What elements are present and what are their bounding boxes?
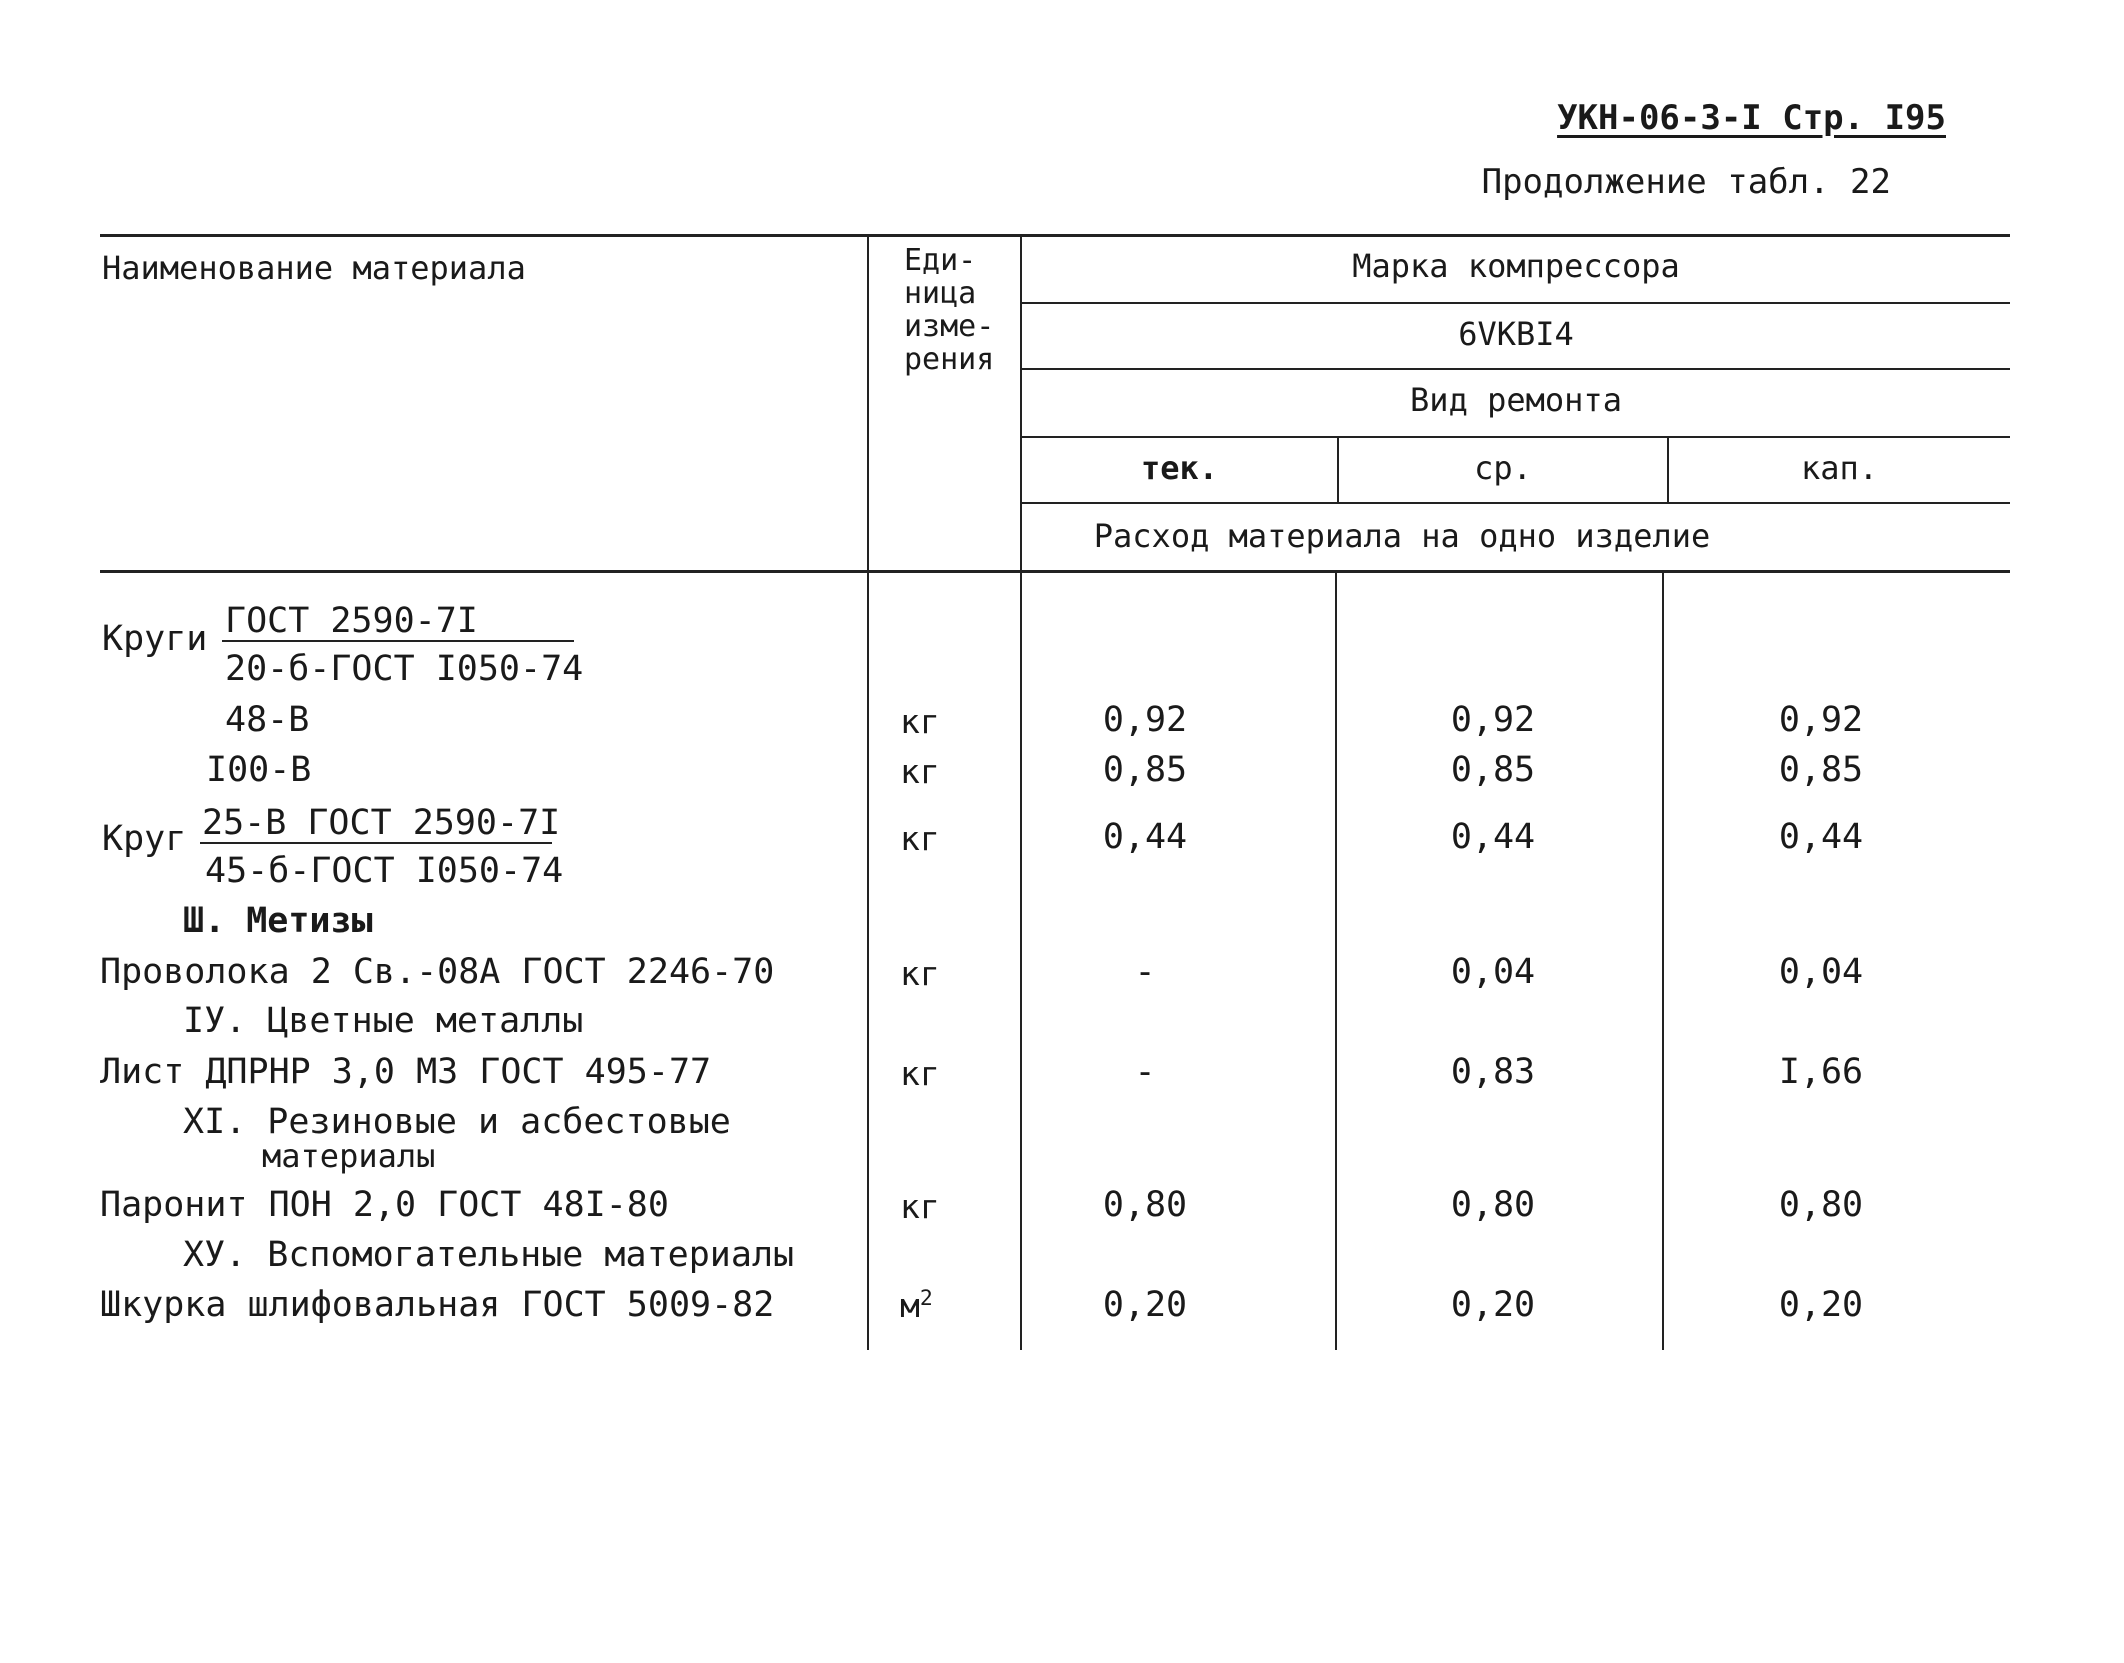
- section-heading: Ш. Метизы: [183, 901, 373, 941]
- value-kap: 0,92: [1778, 700, 1864, 740]
- unit-header-line: изме-: [904, 309, 995, 344]
- section-heading: XI. Резиновые и асбестовые: [183, 1102, 731, 1142]
- row-unit: кг: [900, 954, 940, 993]
- unit-header-line: Еди-: [904, 243, 977, 278]
- value-kap: 0,80: [1778, 1185, 1864, 1225]
- row-name: Круги: [102, 619, 208, 659]
- repair-type-kap: кап.: [1800, 449, 1879, 487]
- unit-base: м: [900, 1286, 920, 1325]
- brand-rule: [1022, 302, 2010, 304]
- section-heading: IУ. Цветные металлы: [183, 1001, 584, 1041]
- value-sr: 0,92: [1450, 700, 1536, 740]
- row-unit: кг: [900, 819, 940, 858]
- fraction-numerator: ГОСТ 2590-7I: [225, 601, 478, 641]
- brand-value-rule: [1022, 368, 2010, 370]
- column-header-material-name: Наименование материала: [102, 249, 526, 287]
- value-sr: 0,04: [1450, 952, 1536, 992]
- unit-header-line: рения: [904, 342, 995, 377]
- value-tek: -: [1134, 1052, 1156, 1092]
- value-sr: 0,83: [1450, 1052, 1536, 1092]
- value-kap: 0,20: [1778, 1285, 1864, 1325]
- name-unit-divider: [867, 234, 869, 1350]
- header-bottom-rule: [100, 570, 2010, 573]
- document-code: УКН-06-3-I Стр. I95: [1557, 98, 1946, 138]
- value-sr: 0,85: [1450, 750, 1536, 790]
- value-tek: 0,85: [1102, 750, 1188, 790]
- row-unit: кг: [900, 702, 940, 741]
- row-name: Круг: [102, 819, 187, 859]
- value-tek: 0,80: [1102, 1185, 1188, 1225]
- value-kap: 0,44: [1778, 817, 1864, 857]
- fraction-numerator: 25-В ГОСТ 2590-7I: [202, 803, 561, 843]
- unit-header-line: ница: [904, 276, 977, 311]
- tek-sr-body-divider: [1335, 570, 1337, 1350]
- value-sr: 0,44: [1450, 817, 1536, 857]
- row-name: Паронит ПОН 2,0 ГОСТ 48I-80: [100, 1185, 669, 1225]
- row-unit: кг: [900, 752, 940, 791]
- repair-type-label: Вид ремонта: [1410, 381, 1622, 419]
- column-header-unit: [904, 244, 1014, 376]
- section-heading: ХУ. Вспомогательные материалы: [183, 1235, 795, 1275]
- row-unit: кг: [900, 1054, 940, 1093]
- row-name: I00-В: [206, 750, 312, 790]
- row-unit: кг: [900, 1187, 940, 1226]
- value-sr: 0,20: [1450, 1285, 1536, 1325]
- compressor-brand: 6VKBI4: [1458, 315, 1574, 353]
- row-name: Лист ДПРНР 3,0 М3 ГОСТ 495-77: [100, 1052, 712, 1092]
- row-unit: [900, 1286, 933, 1325]
- repair-type-rule: [1022, 436, 2010, 438]
- value-tek: 0,92: [1102, 700, 1188, 740]
- consumption-label: Расход материала на одно изделие: [1093, 517, 1711, 555]
- fraction-line: [222, 640, 574, 642]
- unit-exponent: 2: [919, 1286, 933, 1311]
- sr-kap-body-divider: [1662, 570, 1664, 1350]
- row-name: Проволока 2 Св.-08А ГОСТ 2246-70: [100, 952, 775, 992]
- repair-kinds-rule: [1022, 502, 2010, 504]
- value-tek: 0,44: [1102, 817, 1188, 857]
- value-sr: 0,80: [1450, 1185, 1536, 1225]
- row-name: 48-В: [225, 700, 310, 740]
- table-top-rule: [100, 234, 2010, 237]
- fraction-denominator: 20-б-ГОСТ I050-74: [225, 649, 584, 689]
- value-kap: 0,85: [1778, 750, 1864, 790]
- value-kap: I,66: [1778, 1052, 1864, 1092]
- compressor-brand-label: Марка компрессора: [1352, 247, 1680, 285]
- section-heading-continued: материалы: [262, 1137, 436, 1175]
- value-tek: -: [1134, 952, 1156, 992]
- table-continuation-caption: Продолжение табл. 22: [1481, 162, 1891, 202]
- value-kap: 0,04: [1778, 952, 1864, 992]
- value-tek: 0,20: [1102, 1285, 1188, 1325]
- repair-type-tek: тек.: [1140, 449, 1219, 487]
- repair-type-sr: ср.: [1474, 449, 1532, 487]
- fraction-denominator: 45-б-ГОСТ I050-74: [205, 851, 564, 891]
- fraction-line: [200, 842, 552, 844]
- row-name: Шкурка шлифовальная ГОСТ 5009-82: [100, 1285, 775, 1325]
